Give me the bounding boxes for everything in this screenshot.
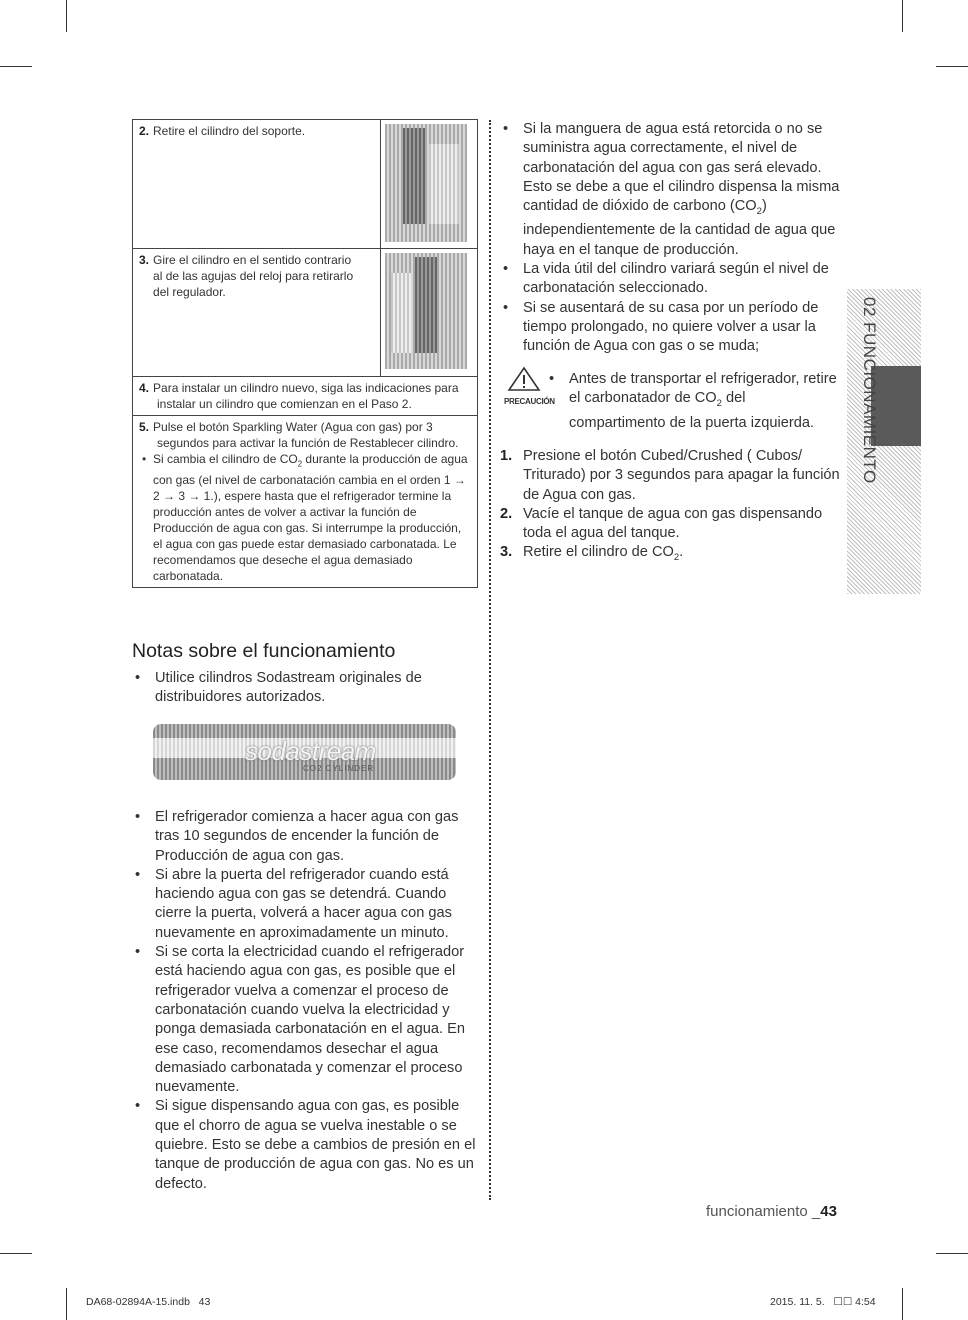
- print-slug-right: 2015. 11. 5. ☐☐ 4:54: [770, 1296, 876, 1308]
- list-item: • Si se corta la electricidad cuando el refrigerador está haciendo agua con gas, es posible que el refrigerador vuelva a comenzar el proceso de carbonatación cuando vuelva la electricidad y ponga demasiada carbonatación en el agua. En ese caso, recomendamos desechar el agua demasiado carbonatada y comenzar el proceso nuevamente.: [132, 943, 480, 1097]
- right-steps: [500, 447, 846, 568]
- step-cell: [133, 377, 478, 416]
- right-bullets: [500, 120, 846, 356]
- crop-mark: [902, 1288, 903, 1320]
- list-item: • Si abre la puerta del refrigerador cuando está haciendo agua con gas se detendrá. Cuando cierre la puerta, volverá a hacer agua con gas nuevamente en aproximadamente un minuto.: [132, 866, 480, 943]
- print-slug-left: DA68-02894A-15.indb 43: [86, 1296, 211, 1308]
- step-text: Para instalar un cilindro nuevo, siga las indicaciones para instalar un cilindro que comienzan en el Paso 2.: [153, 381, 459, 411]
- cylinder-brand: sodastream: [245, 736, 376, 766]
- cylinder-label: CO2 CYLINDER: [303, 764, 375, 773]
- crop-mark: [0, 66, 32, 67]
- page-footer: [706, 1203, 837, 1220]
- chapter-tab: [847, 289, 921, 594]
- step-number: 5.: [139, 420, 150, 434]
- sodastream-cylinder-image: [153, 724, 456, 780]
- caution-text: [546, 370, 842, 433]
- list-item: 3. Retire el cilindro de $CO_2$.: [500, 544, 684, 564]
- step-text: Gire el cilindro en el sentido contrario al de las agujas del reloj para retirarlo del regulador.: [153, 253, 354, 299]
- list-item: 1. Presione el botón Cubed/Crushed ( Cubos/ Triturado) por 3 segundos para apagar la función de Agua con gas.: [500, 448, 840, 503]
- chapter-tab-label: 02 FUNCIONAMIENTO: [860, 297, 879, 484]
- list-item: 2. Vacíe el tanque de agua con gas dispensando toda el agua del tanque.: [500, 505, 823, 542]
- step-text: Pulse el botón Sparkling Water (Agua con gas) por 3 segundos para activar la función de Restablecer cilindro.: [153, 420, 459, 450]
- step-number: 2.: [139, 124, 150, 138]
- step-number: 4.: [139, 381, 150, 395]
- crop-mark: [0, 1253, 32, 1254]
- crop-mark: [902, 0, 903, 32]
- list-item: • Si la manguera de agua está retorcida o no se suministra agua correctamente, el nivel de carbonatación del agua con gas será elevado. Esto se debe a que el cilindro dispensa la misma cantidad de dióxido de carbono $(CO_2)$ independientemente de la cantidad de agua que haya en el tanque de producción.: [500, 120, 846, 260]
- step-photo: [385, 253, 467, 369]
- step-cell: [133, 249, 381, 377]
- list-item: • El refrigerador comienza a hacer agua con gas tras 10 segundos de encender la función de Producción de agua con gas.: [132, 808, 480, 866]
- notes-first-list: [132, 669, 477, 708]
- notes-list: [132, 808, 480, 1194]
- photo-cell: [381, 120, 478, 249]
- list-item: • Si sigue dispensando agua con gas, es posible que el chorro de agua se vuelva inestable o se quiebre. Esto se debe a cambios de presión en el tanque de producción de agua con gas. No es un defecto.: [132, 1097, 480, 1193]
- crop-mark: [936, 1253, 968, 1254]
- warning-triangle-icon: [504, 366, 544, 392]
- steps-table: [132, 119, 478, 588]
- step-cell: [133, 416, 478, 588]
- list-item: • Utilice cilindros Sodastream originales de distribuidores autorizados.: [132, 669, 477, 708]
- step-bullet: • Si cambia el cilindro de $CO_2$ durante la producción de agua con gas (el nivel de carbonatación cambia en el orden 1 → 2 → 3 → 1.), espere hasta que el refrigerador termine la producción antes de volver a activar la función de Producción de agua con gas. Si interrumpe la producción, el agua con gas puede estar demasiado carbonatada. Le recomendamos que deseche el agua demasiado carbonatada.: [139, 451, 473, 584]
- step-text: Retire el cilindro del soporte.: [153, 124, 306, 138]
- caution-label: PRECAUCIÓN: [504, 397, 555, 406]
- caution-block: [504, 366, 555, 406]
- list-item: • La vida útil del cilindro variará según el nivel de carbonatación seleccionado.: [500, 260, 846, 299]
- crop-mark: [66, 0, 67, 32]
- page-number: 43: [820, 1203, 837, 1220]
- photo-cell: [381, 249, 478, 377]
- step-photo: [385, 124, 467, 242]
- crop-mark: [936, 66, 968, 67]
- crop-mark: [66, 1288, 67, 1320]
- step-number: 3.: [139, 253, 150, 267]
- section-heading: Notas sobre el funcionamiento: [132, 640, 396, 662]
- list-item: • Antes de transportar el refrigerador, retire el carbonatador de $CO_2$ del compartimento de la puerta izquierda.: [546, 370, 842, 433]
- step-cell: [133, 120, 381, 249]
- footer-section: funcionamiento _: [706, 1203, 821, 1220]
- list-item: • Si se ausentará de su casa por un período de tiempo prolongado, no quiere volver a usar la función de Agua con gas o se muda;: [500, 299, 846, 357]
- column-divider: [489, 120, 491, 1200]
